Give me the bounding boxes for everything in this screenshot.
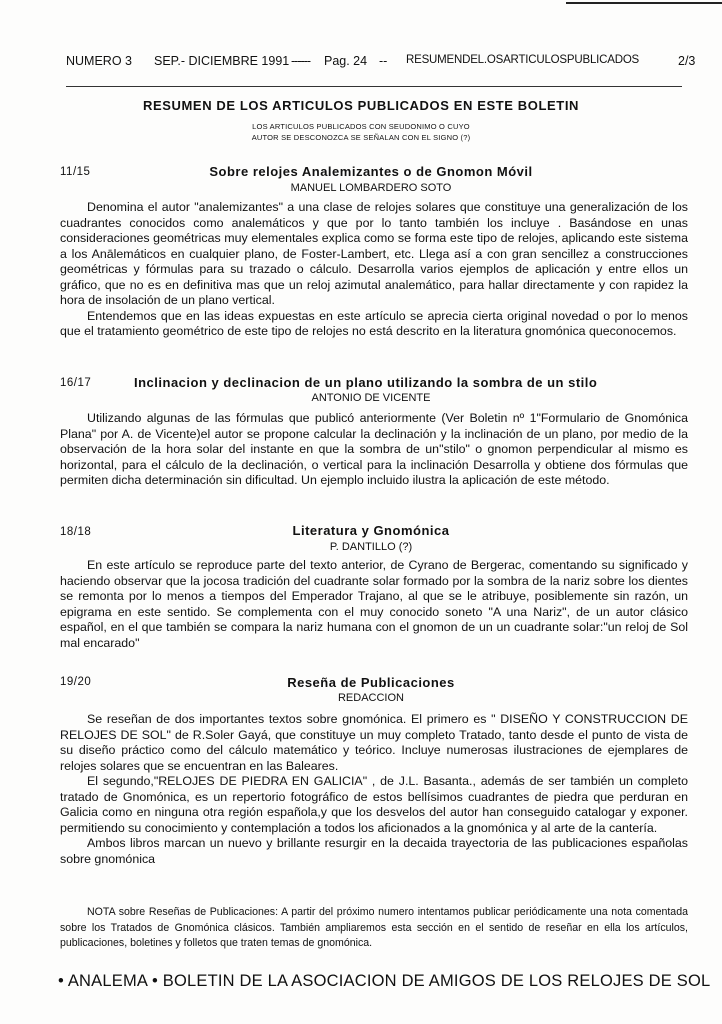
note-text: NOTA sobre Reseñas de Publicaciones: A partir del próximo numero intentamos publicar periódicamente una nota comentada sobre los Tratados de Gnomónica clásicos. También ampliaremos esta sección en el sentido de reseñar en ella los artículos, publicaciones, boletines y folletos que traten temas de gnomónica. (60, 906, 688, 949)
article-title: Literatura y Gnomónica (292, 523, 450, 538)
page-fraction: 2/3 (678, 54, 696, 68)
paragraph: Denomina el autor "analemizantes" a una clase de relojes solares que constituye una generalización de los cuadrantes conocidos como analemáticos y que por lo tanto también los incluye . Basándose en unas consideraciones geométricas muy elementales explica como se forma este tipo de relojes, aplicando este sistema a los Anālemáticos en cualquier plano, de Foster-Lambert, etc. Llega así a con gran sencillez a construcciones geométricas y fórmulas para su trazado o cálculo. Desarrolla varios ejemplos de aplicación y entre ellos un gráfico, que no es en definitiva mas que un reloj azimutal analemático, para hallar directamente y con rapidez la hora de insolación de un plano vertical. (60, 200, 688, 307)
paragraph: En este artículo se reproduce parte del texto anterior, de Cyrano de Bergerac, comentando su significado y haciendo observar que la jocosa tradición del cuadrante solar formado por la sombra de la nariz sobre los dientes se remonta por lo menos a tiempos del Emperador Trajano, al que se le atribuye, posiblemente sin razón, un epigrama en este sentido. Se complementa con el muy conocido soneto "A una Nariz", de un autor clásico español, en el que también se compara la nariz humana con el gnomon de un un cuadrante solar:"un reloj de Sol mal encarado" (60, 558, 688, 650)
article-body (60, 712, 688, 867)
article-number: 16/17 (60, 377, 92, 389)
issue-period: SEP.- DICIEMBRE 1991 (154, 54, 290, 68)
article-number: 18/18 (60, 526, 92, 538)
article-author: REDACCION (337, 692, 404, 704)
article-author: P. DANTILLO (?) (329, 541, 413, 553)
header-dashes: ------ (291, 54, 310, 68)
scan-corner-mark (566, 2, 722, 4)
article-body (60, 558, 688, 651)
article-number: 19/20 (60, 676, 92, 688)
editorial-note (60, 905, 688, 952)
article-body (60, 200, 688, 340)
paragraph: El segundo,"RELOJES DE PIEDRA EN GALICIA" , de J.L. Basanta., además de ser también un completo tratado de Gnomónica, es un repertorio fotográfico de estos bellísimos cuadrantes de piedra que perduran en Galicia como en ninguna otra región española,y que los desvelos del autor han conseguido catalogar y exponer. permitiendo su conocimiento y contemplación a todos los aficionados a la gnomónica y al arte de la cantería. (60, 774, 688, 835)
article-title: Reseña de Publicaciones (287, 675, 455, 690)
article-body (60, 411, 688, 489)
article-number: 11/15 (60, 166, 91, 178)
section-header: RESUMENDEL.OSARTICULOSPUBLICADOS (406, 54, 640, 66)
article-title: Sobre relojes Analemizantes o de Gnomon Móvil (209, 164, 533, 179)
bulletin-footer: • ANALEMA • BOLETIN DE LA ASOCIACION DE AMIGOS DE LOS RELOJES DE SOL (58, 972, 711, 990)
issue-number: NUMERO 3 (66, 54, 132, 68)
page-number: Pag. 24 (324, 54, 368, 68)
header-rule (66, 86, 682, 87)
article-author: ANTONIO DE VICENTE (311, 392, 431, 404)
section-note-line: AUTOR SE DESCONOZCA SE SEÑALAN CON EL SIGNO (?) (251, 133, 471, 142)
page-header (66, 54, 700, 72)
article-title: Inclinacion y declinacion de un plano utilizando la sombra de un stilo (134, 375, 598, 390)
paragraph: Ambos libros marcan un nuevo y brillante resurgir en la decaida trayectoria de las publicaciones españolas sobre gnomónica (60, 836, 688, 866)
paragraph: Utilizando algunas de las fórmulas que publicó anteriormente (Ver Boletin nº 1"Formulario de Gnomónica Plana" por A. de Vicente)el autor se propone calcular la declinación y la inclinación de un plano, por medio de la observación de la hora solar del instante en que la sombra de un"stilo" o gnomon perpendicular al mismo es horizontal, para el cálculo de la declinación, o vertical para la inclinación Desarrolla y obtiene dos fórmulas que permiten dicha determinación sin dificultad. Un ejemplo incluido ilustra la aplicación de este método. (60, 411, 688, 487)
paragraph: Se reseñan de dos importantes textos sobre gnomónica. El primero es " DISEÑO Y CONSTRUCCION DE RELOJES DE SOL" de R.Soler Gayá, que constituye un muy completo Tratado, tanto desde el punto de vista de su diseño práctico como del cálculo matemático y teórico. Incluye numerosas ilustraciones de ejemplares de relojes solares que se encuentran en las Baleares. (60, 712, 688, 773)
paragraph: Entendemos que en las ideas expuestas en este artículo se aprecia cierta original novedad o por lo menos que el tratamiento geométrico de este tipo de relojes no está descrito en la literatura gnomónica queconocemos. (60, 308, 688, 338)
section-note-line: LOS ARTICULOS PUBLICADOS CON SEUDONIMO O CUYO (252, 122, 470, 131)
article-author: MANUEL LOMBARDERO SOTO (290, 182, 452, 194)
header-dashes: -- (379, 54, 388, 68)
section-title: RESUMEN DE LOS ARTICULOS PUBLICADOS EN ESTE BOLETIN (142, 98, 580, 113)
